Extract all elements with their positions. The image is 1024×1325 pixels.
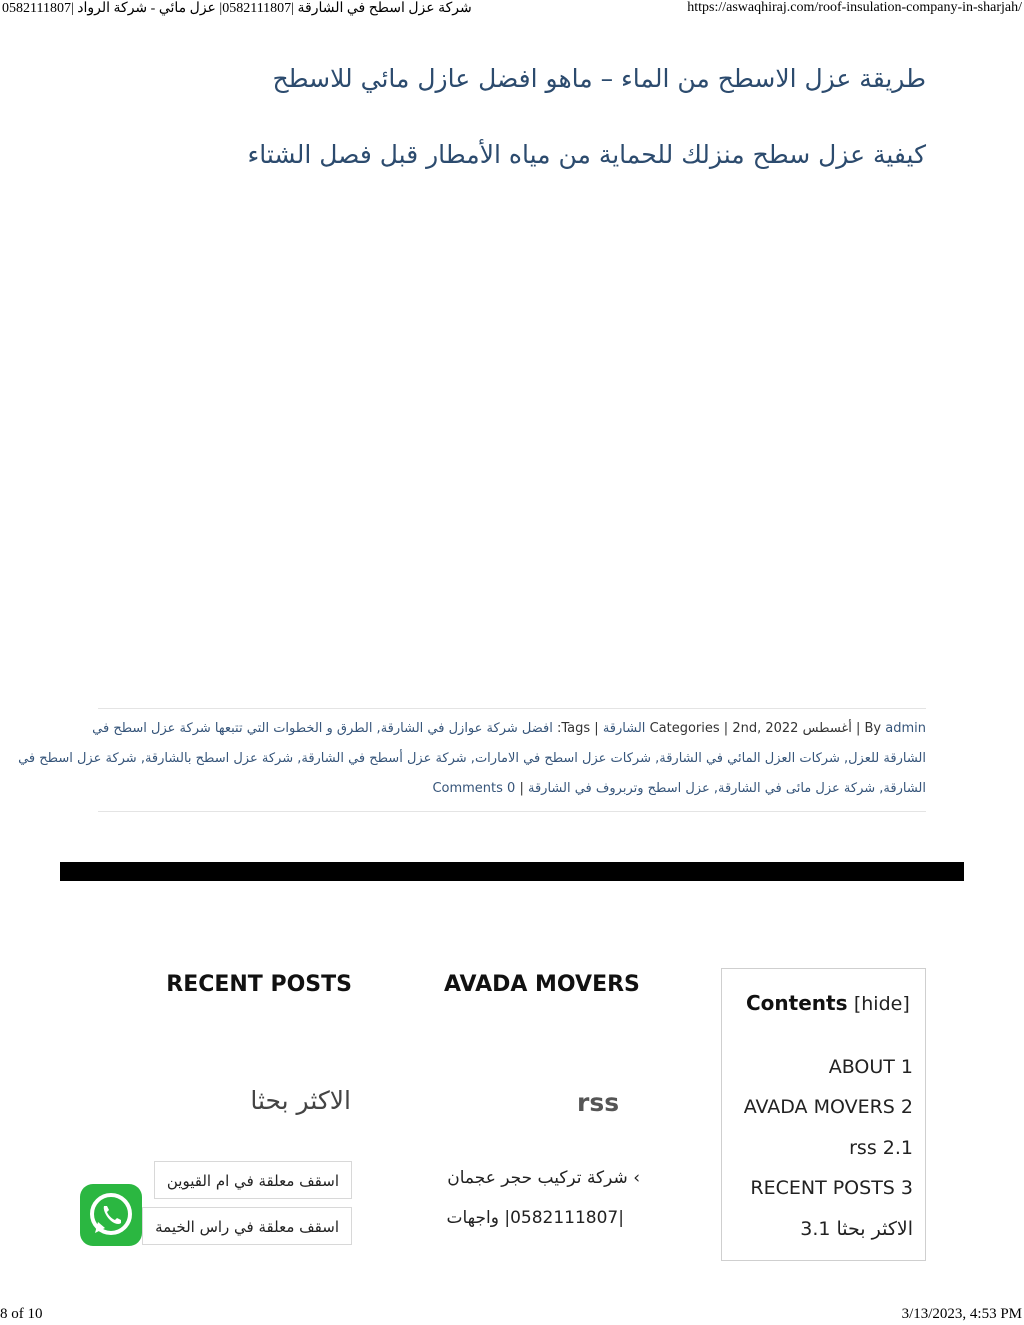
toc-title-label: Contents	[746, 991, 848, 1015]
toc-item[interactable]: AVADA MOVERS 2	[743, 1096, 913, 1118]
toc-item[interactable]: 3.1 الاكثر بحثا	[800, 1218, 913, 1240]
meta-separator: |	[594, 721, 599, 736]
whatsapp-button[interactable]	[80, 1184, 142, 1246]
comments-link[interactable]: 0 Comments	[432, 781, 516, 796]
whatsapp-icon	[80, 1184, 142, 1246]
tags-label: Tags:	[556, 721, 591, 736]
post-meta	[18, 708, 926, 812]
rss-post-title-line1[interactable]: شركة تركيب حجر عجمان	[447, 1168, 628, 1188]
toc-item[interactable]: rss 2.1	[849, 1137, 913, 1159]
rss-heading: rss	[577, 1088, 620, 1117]
by-label: By	[864, 721, 882, 736]
categories-label: Categories	[649, 721, 720, 736]
tags-links-3[interactable]: الشارقة, شركة عزل مائى في الشارقة, عزل اسطح وتربروف في الشارقة	[528, 781, 926, 796]
meta-separator: |	[723, 721, 729, 736]
print-timestamp: 3/13/2023, 4:53 PM	[901, 1306, 1022, 1322]
toc-item[interactable]: RECENT POSTS 3	[750, 1177, 913, 1199]
print-page-number: 8 of 10	[0, 1306, 43, 1322]
recent-posts-heading: RECENT POSTS	[166, 972, 352, 997]
footer-divider-bar	[60, 862, 964, 881]
date-rest: 2nd, 2022	[732, 721, 799, 736]
meta-separator: |	[519, 781, 524, 796]
rss-post-link[interactable]	[447, 1168, 640, 1188]
post-meta-line-3	[432, 781, 926, 796]
post-meta-line-1	[92, 721, 926, 736]
meta-separator: |	[855, 721, 861, 736]
tags-links-1[interactable]: افضل شركة عوازل في الشارقة, الطرق و الخطوات التي تتبعها شركة عزل اسطح في	[92, 721, 553, 736]
tag-button-1[interactable]: اسقف معلقة في ام القيوين	[154, 1161, 352, 1199]
avada-movers-heading: AVADA MOVERS	[444, 972, 640, 997]
print-header-url[interactable]: https://aswaqhiraj.com/roof-insulation-company-in-sharjah/	[687, 0, 1022, 15]
toc-title	[746, 991, 910, 1015]
post-meta-line-2	[18, 751, 926, 766]
date-month: أغسطس	[802, 721, 852, 736]
rss-post-title-line2[interactable]: |0582111807| واجهات	[446, 1208, 624, 1228]
toc-hide-toggle[interactable]: [hide]	[853, 993, 910, 1015]
related-post-link-2[interactable]: كيفية عزل سطح منزلك للحماية من مياه الأمطار قبل فصل الشتاء	[247, 140, 926, 169]
chevron-left-icon: ›	[633, 1168, 640, 1188]
most-searched-heading: الاكثر بحثا	[250, 1086, 351, 1115]
table-of-contents	[721, 968, 926, 1261]
toc-item[interactable]: ABOUT 1	[828, 1056, 913, 1078]
category-link[interactable]: الشارقة	[602, 721, 646, 736]
tags-links-2[interactable]: الشارقة للعزل, شركات العزل المائي في الشارقة, شركات عزل اسطح في الامارات, شركة عزل أسطح في الشارقة, شركة عزل اسطح بالشارقة, شركة عزل اسطح في	[18, 751, 926, 766]
author-link[interactable]: admin	[885, 721, 926, 736]
related-post-link-1[interactable]: طريقة عزل الاسطح من الماء – ماهو افضل عازل مائي للاسطح	[272, 64, 926, 93]
print-header-title: شركة عزل اسطح في الشارقة |0582111807| عزل مائي - شركة الرواد |0582111807	[2, 1, 472, 16]
tag-button-2[interactable]: اسقف معلقة في راس الخيمة	[142, 1207, 352, 1245]
